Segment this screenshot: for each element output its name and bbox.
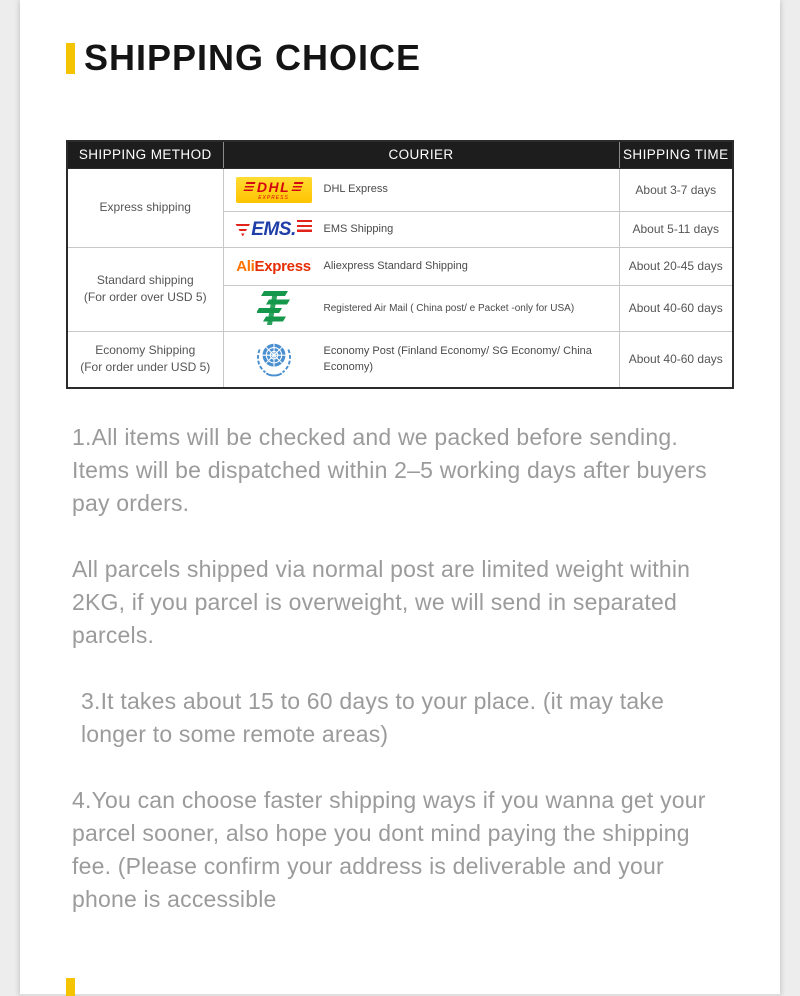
method-label: Express shipping [99, 199, 191, 214]
shipping-notes [72, 421, 734, 916]
courier-name: DHL Express [323, 183, 388, 196]
courier-cell-dhl [223, 168, 619, 211]
ems-stripes-left-icon [235, 224, 250, 237]
method-cell-express [67, 168, 223, 247]
aliexpress-wordmark-ali: Ali [236, 257, 255, 275]
shipping-time: About 5-11 days [619, 211, 733, 247]
method-cell-standard [67, 247, 223, 331]
aliexpress-wordmark-express: Express [254, 257, 311, 275]
method-label: Economy Shipping [95, 342, 196, 357]
table-header-row [67, 141, 733, 168]
shipping-time: About 20-45 days [619, 247, 733, 285]
note-4: 4.You can choose faster shipping ways if you wanna get your parcel sooner, also hope you dont mind paying the shipping fee. (Please confirm your address is deliverable and your phone is accessible [72, 787, 706, 912]
courier-name: Aliexpress Standard Shipping [323, 259, 468, 272]
method-label: Standard shipping [96, 272, 194, 287]
shipping-table [66, 140, 734, 389]
method-cell-economy [67, 331, 223, 388]
courier-cell-economy-post [223, 331, 619, 388]
note-3: 3.It takes about 15 to 60 days to your place. (it may take longer to some remote areas) [81, 688, 665, 747]
courier-cell-china-post [223, 285, 619, 331]
shipping-info-panel [20, 0, 780, 996]
heading-accent-bar [66, 43, 75, 74]
un-logo [224, 338, 324, 380]
courier-name: EMS Shipping [323, 222, 394, 235]
method-note: (For order over USD 5) [83, 290, 207, 304]
shipping-time: About 3-7 days [619, 168, 733, 211]
aliexpress-logo [224, 258, 324, 275]
dhl-wordmark: DHL [256, 178, 291, 195]
column-header-shipping-method: SHIPPING METHOD [67, 141, 223, 168]
table-row-economy-post [67, 331, 733, 388]
page-title: SHIPPING CHOICE [84, 37, 422, 78]
dhl-express-subtext: EXPRESS [258, 194, 289, 201]
courier-cell-ems [223, 211, 619, 247]
courier-name: Economy Post (Finland Economy/ SG Economy/ China Economy) [323, 344, 592, 374]
method-note: (For order under USD 5) [80, 360, 211, 375]
section-header [66, 36, 780, 80]
dhl-logo [224, 177, 324, 203]
dhl-stripes-left-icon [243, 182, 255, 191]
note-2: All parcels shipped via normal post are limited weight within 2KG, if you parcel is overweight, we will send in separated parcels. [72, 556, 691, 648]
courier-cell-aliexpress [223, 247, 619, 285]
note-1: 1.All items will be checked and we packed before sending. Items will be dispatched within 2–5 working days after buyers pay orders. [72, 424, 707, 516]
ems-wordmark: EMS. [251, 218, 296, 240]
shipping-time: About 40-60 days [619, 331, 733, 388]
next-section-accent-bar [66, 978, 75, 996]
column-header-shipping-time: SHIPPING TIME [619, 141, 733, 168]
shipping-time: About 40-60 days [619, 285, 733, 331]
courier-name: Registered Air Mail ( China post/ e Packet -only for USA) [323, 302, 575, 314]
column-header-courier: COURIER [223, 141, 619, 168]
china-post-logo [224, 289, 324, 327]
table-row-dhl [67, 168, 733, 211]
dhl-stripes-right-icon [292, 182, 304, 191]
ems-stripes-right-icon [297, 220, 312, 233]
ems-logo [224, 220, 324, 239]
table-row-aliexpress [67, 247, 733, 285]
